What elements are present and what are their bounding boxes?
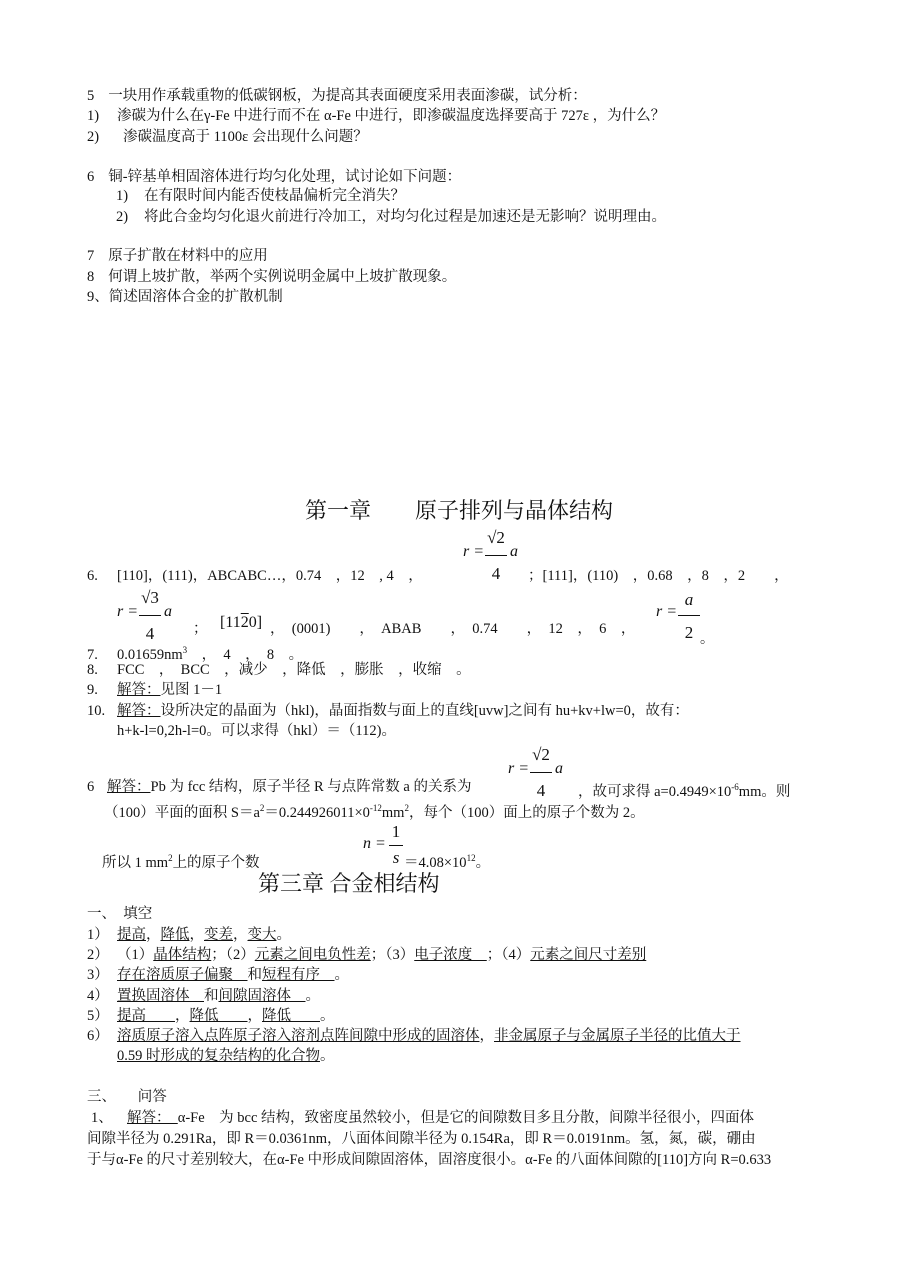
fill-item <box>87 966 349 984</box>
answer-blank: 降低 <box>262 1007 320 1024</box>
period: 。 <box>320 1048 335 1064</box>
q-text: 将此合金均匀化退火前进行冷加工，对均匀化过程是加速还是无影响？说明理由。 <box>144 209 666 225</box>
fill-num: 5） <box>87 1007 109 1024</box>
fill-text: ， <box>146 927 161 943</box>
answer-blank: 短程有序 <box>262 967 335 984</box>
answer-blank: 溶质原子溶入点阵原子溶入溶剂点阵间隙中形成的固溶体 <box>117 1028 480 1044</box>
chapter-3-title: 第三章 合金相结构 <box>258 871 440 896</box>
a-num: 6. <box>87 568 98 584</box>
formula-numerator: √2 <box>487 528 505 547</box>
question-8 <box>87 268 456 286</box>
section-qa: 三、 问答 <box>87 1089 167 1105</box>
answer-blank: 提高 <box>117 927 146 943</box>
formula-denominator: 4 <box>536 781 546 800</box>
answer-blank: 置换固溶体 <box>117 987 204 1004</box>
fill-text: ， <box>233 927 248 943</box>
a-text: ，每个（100）面上的原子个数为 2。 <box>408 805 645 821</box>
fraction-bar <box>389 845 403 846</box>
answer-blank: 变大 <box>247 927 277 943</box>
answer-b6-line3c <box>404 849 490 872</box>
fill-text: （1） <box>117 947 154 964</box>
section-fill-blank: 一、 填空 <box>87 906 153 922</box>
question-7 <box>87 247 268 265</box>
formula-r: r = <box>508 760 530 777</box>
chapter-1-title: 第一章 原子排列与晶体结构 <box>305 498 614 523</box>
formula-denominator: 2 <box>684 623 694 642</box>
q-text: 何谓上坡扩散，举两个实例说明金属中上坡扩散现象。 <box>108 269 457 285</box>
a-text: [110]，(111)，ABCABC…，0.74 ，12 , 4 ， <box>117 568 423 584</box>
answer-9 <box>87 681 222 699</box>
a-text: ， 4 ， 8 。 <box>187 647 304 663</box>
formula-r: r = <box>117 603 139 620</box>
q-num: 1) <box>87 108 100 124</box>
q-num: 1) <box>116 188 129 204</box>
answer-b6-line1 <box>87 778 472 796</box>
a-num: 9. <box>87 682 98 698</box>
fill-num: 1） <box>87 927 109 943</box>
a-text: mm <box>381 805 405 821</box>
fill-text: 。 <box>305 987 320 1004</box>
superscript: 2 <box>259 803 265 813</box>
a-text: ＝4.08×10 <box>404 855 467 871</box>
a-text: 设所决定的晶面为（hkl)，晶面指数与面上的直线[uvw]之间有 hu+kv+lw=0，故有： <box>160 703 689 719</box>
q-num: 2) <box>87 129 100 145</box>
answer-blank: 降低 <box>189 1007 248 1024</box>
formula-a: a <box>164 603 172 620</box>
formula-r-sqrt2-4-a-2 <box>508 745 568 805</box>
formula-a: a <box>555 760 563 777</box>
a-num: 8. <box>87 662 98 678</box>
q-num: 2) <box>116 209 129 225</box>
a-text: （100）平面的面积 S＝a <box>104 805 260 821</box>
answer-blank: 存在溶质原子偏聚 <box>117 967 248 984</box>
superscript: -6 <box>731 782 739 792</box>
a-text: ＝0.244926011×0 <box>264 805 370 821</box>
q-text: 简述固溶体合金的扩散机制 <box>108 289 283 305</box>
answer-blank: 变差 <box>204 927 233 943</box>
q-text: 原子扩散在材料中的应用 <box>108 248 268 264</box>
superscript: 2 <box>404 803 409 813</box>
answer-6-line2: ， (0001) ， ABAB ， 0.74 ， 12 ， 6 ， <box>270 621 636 637</box>
fraction-bar <box>485 555 507 556</box>
a-text: 所以 1 mm <box>102 855 169 871</box>
fill-text: ；（4） <box>486 947 531 964</box>
fill-6-line2 <box>117 1047 335 1065</box>
formula-a: a <box>510 543 518 560</box>
a-text: ，故可求得 a=0.4949×10 <box>578 784 732 800</box>
question-6 <box>87 168 461 186</box>
superscript: 2 <box>168 853 173 863</box>
answer-10-line2: h+k-l=0,2h-l=0。可以求得（hkl）＝（112)。 <box>117 723 396 739</box>
fill-num: 3） <box>87 967 109 984</box>
answer-label: 解答： <box>117 703 161 719</box>
answer-b6-line3a <box>102 849 260 872</box>
formula-r-a-2 <box>656 590 716 650</box>
q-num: 9、 <box>87 289 109 305</box>
answer-blank: 非金属原子与金属原子半径的比值大于 <box>494 1028 741 1044</box>
fill-text: ， <box>175 1007 190 1024</box>
formula-numerator: 1 <box>391 822 401 841</box>
formula-numerator: a <box>684 590 694 609</box>
superscript: 3 <box>182 645 188 655</box>
a-text: FCC ， BCC ，减少 ，降低 ，膨胀 ，收缩 。 <box>117 662 471 678</box>
answer-6-line1b: ；[111]，(110) ，0.68 ，8 ，2 ， <box>528 568 789 584</box>
question-5-2 <box>87 128 368 146</box>
answer-blank: 降低 <box>160 927 190 943</box>
answer-blank: 元素之间电负性差 <box>254 947 371 964</box>
formula-numerator: √3 <box>141 588 159 607</box>
a-text: 见图 1－1 <box>160 682 223 698</box>
fraction-bar <box>530 772 552 773</box>
a-text: α-Fe 为 bcc 结构，致密度虽然较小，但是它的间隙数目多且分散，间隙半径很小，四面体 <box>177 1110 755 1126</box>
formula-numerator: √2 <box>532 745 550 764</box>
answer-blank: 间隙固溶体 <box>218 987 306 1004</box>
a-num: 10. <box>87 703 106 719</box>
q-num: 7 <box>87 248 95 264</box>
formula-denominator: 4 <box>145 624 155 643</box>
a-text: Pb 为 fcc 结构，原子半径 R 与点阵常数 a 的关系为 <box>150 779 472 795</box>
fill-num: 2） <box>87 947 109 964</box>
answer-8 <box>87 661 471 679</box>
answer-label: 解答： <box>127 1110 178 1126</box>
miller-part: 0] <box>248 614 263 631</box>
formula-r: r = <box>656 603 678 620</box>
formula-denominator: 4 <box>491 564 501 583</box>
fill-num: 4） <box>87 987 109 1004</box>
fill-text: 和 <box>204 987 219 1004</box>
answer-blank: 晶体结构 <box>153 947 212 964</box>
a-text: 上的原子个数 <box>172 855 260 871</box>
period: 。 <box>700 632 714 647</box>
fill-text: 和 <box>247 967 262 984</box>
formula-n: n = <box>363 835 386 852</box>
a-num: 1、 <box>91 1110 113 1126</box>
question-6-2 <box>116 208 666 226</box>
formula-r: r = <box>463 543 485 560</box>
q-text: 渗碳为什么在γ-Fe 中进行而不在 α-Fe 中进行，即渗碳温度选择要高于 727ε ，为什么？ <box>117 108 666 124</box>
a-text: 0.01659nm <box>117 647 183 663</box>
fill-text: ， <box>189 927 204 943</box>
question-6-1 <box>116 187 405 205</box>
a-text: mm。则 <box>738 784 791 800</box>
miller-index <box>220 614 262 632</box>
qa-1-line2: 间隙半径为 0.291Ra，即 R＝0.0361nm，八面体间隙半径为 0.154Ra，即 R＝0.0191nm。氢，氮，碳，硼由 <box>87 1131 756 1147</box>
answer-blank: 元素之间尺寸差别 <box>530 947 647 964</box>
fill-text: 。 <box>276 927 291 943</box>
fill-text: 。 <box>320 1007 335 1024</box>
answer-blank: 电子浓度 <box>414 947 487 964</box>
superscript: -12 <box>369 803 382 813</box>
fill-item <box>87 926 291 944</box>
fill-text: 。 <box>334 967 349 984</box>
formula-r-sqrt2-4-a <box>463 528 523 588</box>
a-num: 7. <box>87 647 98 663</box>
q-num: 5 <box>87 88 95 104</box>
q-text: 在有限时间内能否使枝晶偏析完全消失？ <box>144 188 405 204</box>
q-text: 一块用作承载重物的低碳钢板，为提高其表面硬度采用表面渗碳，试分析： <box>108 88 587 104</box>
formula-r-sqrt3-4-a <box>117 588 177 648</box>
fill-text: ， <box>247 1007 262 1024</box>
fraction-bar <box>139 615 161 616</box>
q-num: 8 <box>87 269 95 285</box>
q-num: 6 <box>87 169 95 185</box>
answer-6-line1 <box>87 567 423 585</box>
fill-item <box>87 1027 741 1045</box>
a-text: ； <box>193 621 208 637</box>
answer-label: 解答： <box>107 779 151 795</box>
superscript: 12 <box>466 853 476 863</box>
fill-item <box>87 946 646 964</box>
a-num: 6 <box>87 779 95 795</box>
a-text: 。 <box>475 855 491 871</box>
fill-text: ；（2） <box>211 947 255 964</box>
fill-text: ；（3） <box>370 947 415 964</box>
question-5-1 <box>87 107 665 125</box>
q-text: 铜-锌基单相固溶体进行均匀化处理，试讨论如下问题： <box>108 169 462 185</box>
qa-1-line1 <box>91 1109 754 1127</box>
q-text: 渗碳温度高于 1100ε 会出现什么问题？ <box>123 129 368 145</box>
answer-b6-line2 <box>104 799 645 822</box>
answer-blank: 提高 <box>117 1007 175 1024</box>
answer-blank: 0.59 时形成的复杂结构的化合物 <box>117 1048 320 1064</box>
question-9 <box>87 288 283 306</box>
answer-10 <box>87 702 689 720</box>
miller-part: [11 <box>220 614 241 631</box>
fill-item <box>87 987 320 1005</box>
fill-num: 6） <box>87 1028 109 1044</box>
answer-label: 解答： <box>117 682 161 698</box>
fill-item <box>87 1007 335 1025</box>
formula-denominator: s <box>392 848 400 867</box>
fraction-bar <box>678 615 700 616</box>
answer-b6-line1b <box>578 778 790 801</box>
qa-1-line3: 于与α-Fe 的尺寸差别较大，在α-Fe 中形成间隙固溶体，固溶度很小。α-Fe 的八面体间隙的[110]方向 R=0.633 <box>87 1152 772 1168</box>
fill-text: ， <box>479 1028 494 1044</box>
miller-bar: 2 <box>240 614 249 631</box>
question-5 <box>87 87 587 105</box>
